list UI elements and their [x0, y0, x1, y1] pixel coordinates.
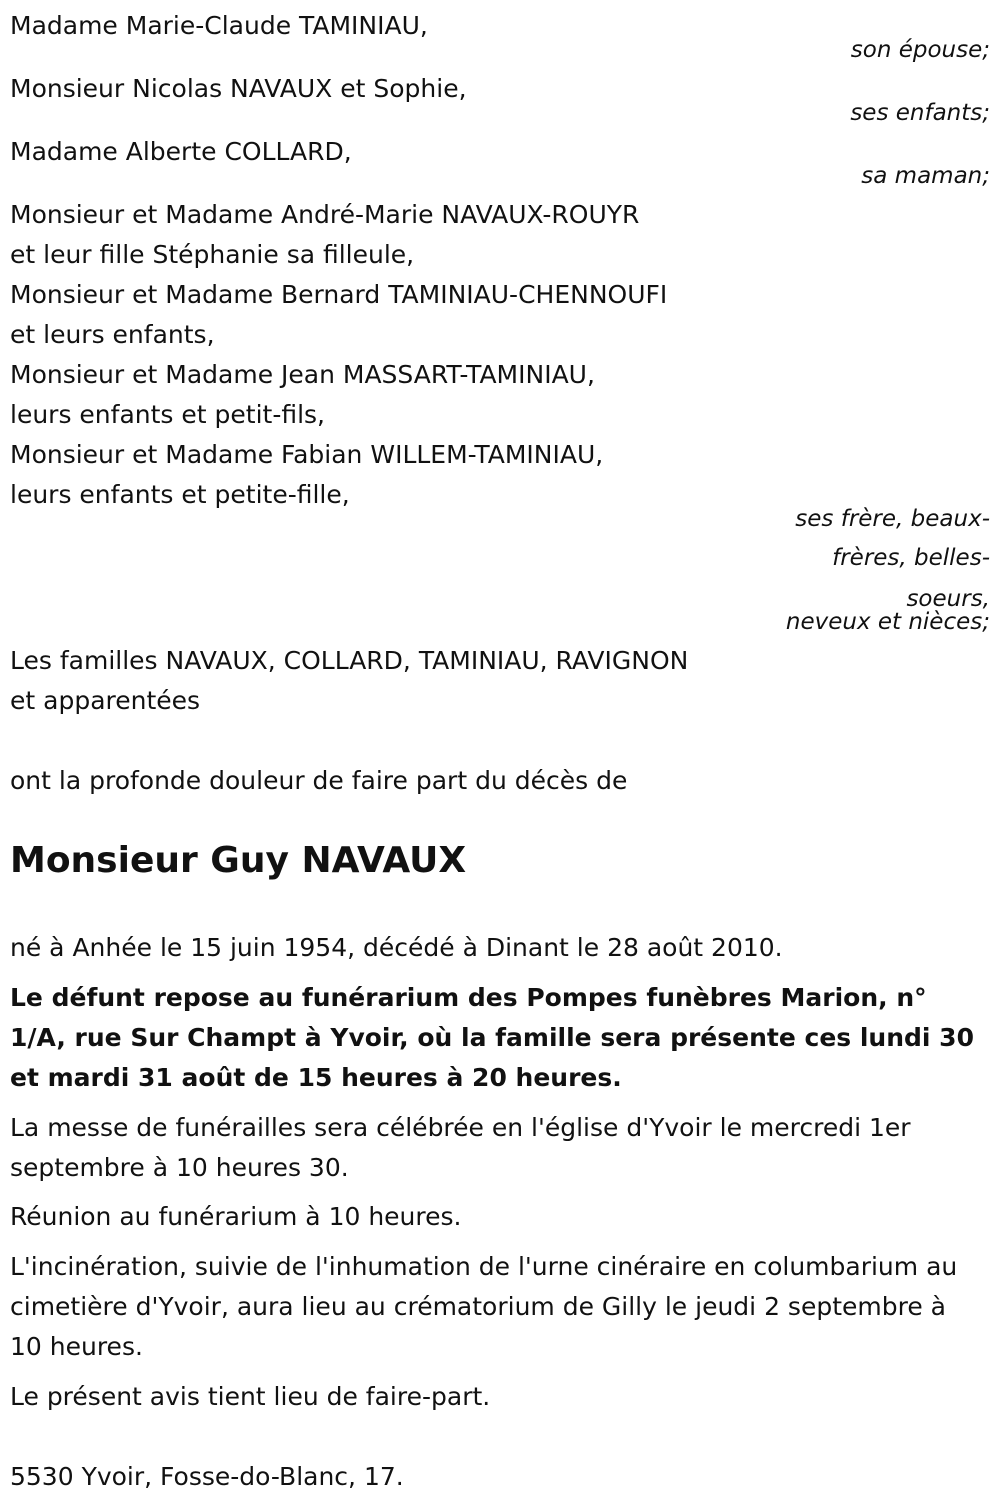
families-line: et apparentées [10, 686, 201, 715]
cremation-text: L'incinération, suivie de l'inhumation de l'urne cinéraire en columbarium au cimetière d'Yvoir, aura lieu au crématorium de Gilly le jeudi 2 septembre à 10 heures. [10, 1252, 958, 1361]
children-relation: ses enfants; [850, 100, 990, 126]
children-name: Monsieur Nicolas NAVAUX et Sophie, [10, 74, 467, 103]
sibling-line: Monsieur et Madame Bernard TAMINIAU-CHENNOUFI [10, 280, 668, 309]
funerarium-text: Le défunt repose au funérarium des Pompes funèbres Marion, n° 1/A, rue Sur Champt à Yvoir, où la famille sera présente ces lundi 30 et mardi 31 août de 15 heures à 20 heures. [10, 983, 974, 1092]
sibling-line: Monsieur et Madame Jean MASSART-TAMINIAU, [10, 360, 595, 389]
mass-text: La messe de funérailles sera célébrée en l'église d'Yvoir le mercredi 1er septembre à 10 heures 30. [10, 1113, 911, 1182]
sibling-line: Monsieur et Madame Fabian WILLEM-TAMINIAU, [10, 440, 604, 469]
spouse-name: Madame Marie-Claude TAMINIAU, [10, 11, 428, 40]
sibling-line: et leur fille Stéphanie sa filleule, [10, 240, 415, 269]
sibling-line: leurs enfants et petite-fille, [10, 480, 350, 509]
siblings-relation: soeurs, [906, 586, 990, 612]
mother-relation: sa maman; [861, 163, 990, 189]
sibling-line: leurs enfants et petit-fils, [10, 400, 326, 429]
spouse-relation: son épouse; [850, 37, 990, 63]
siblings-relation: neveux et nièces; [785, 609, 990, 635]
birth-death-text: né à Anhée le 15 juin 1954, décédé à Dinant le 28 août 2010. [10, 933, 783, 962]
deceased-name: Monsieur Guy NAVAUX [10, 840, 467, 881]
address-text: 5530 Yvoir, Fosse-do-Blanc, 17. [10, 1462, 404, 1491]
sibling-line: Monsieur et Madame André-Marie NAVAUX-ROUYR [10, 200, 640, 229]
families-line: Les familles NAVAUX, COLLARD, TAMINIAU, RAVIGNON [10, 646, 689, 675]
announcement-text: ont la profonde douleur de faire part du décès de [10, 766, 628, 795]
siblings-relation: frères, belles- [832, 545, 990, 571]
notice-text: Le présent avis tient lieu de faire-part. [10, 1382, 491, 1411]
meeting-text: Réunion au funérarium à 10 heures. [10, 1202, 462, 1231]
mother-name: Madame Alberte COLLARD, [10, 137, 352, 166]
sibling-line: et leurs enfants, [10, 320, 215, 349]
siblings-relation: ses frère, beaux- [795, 506, 990, 532]
